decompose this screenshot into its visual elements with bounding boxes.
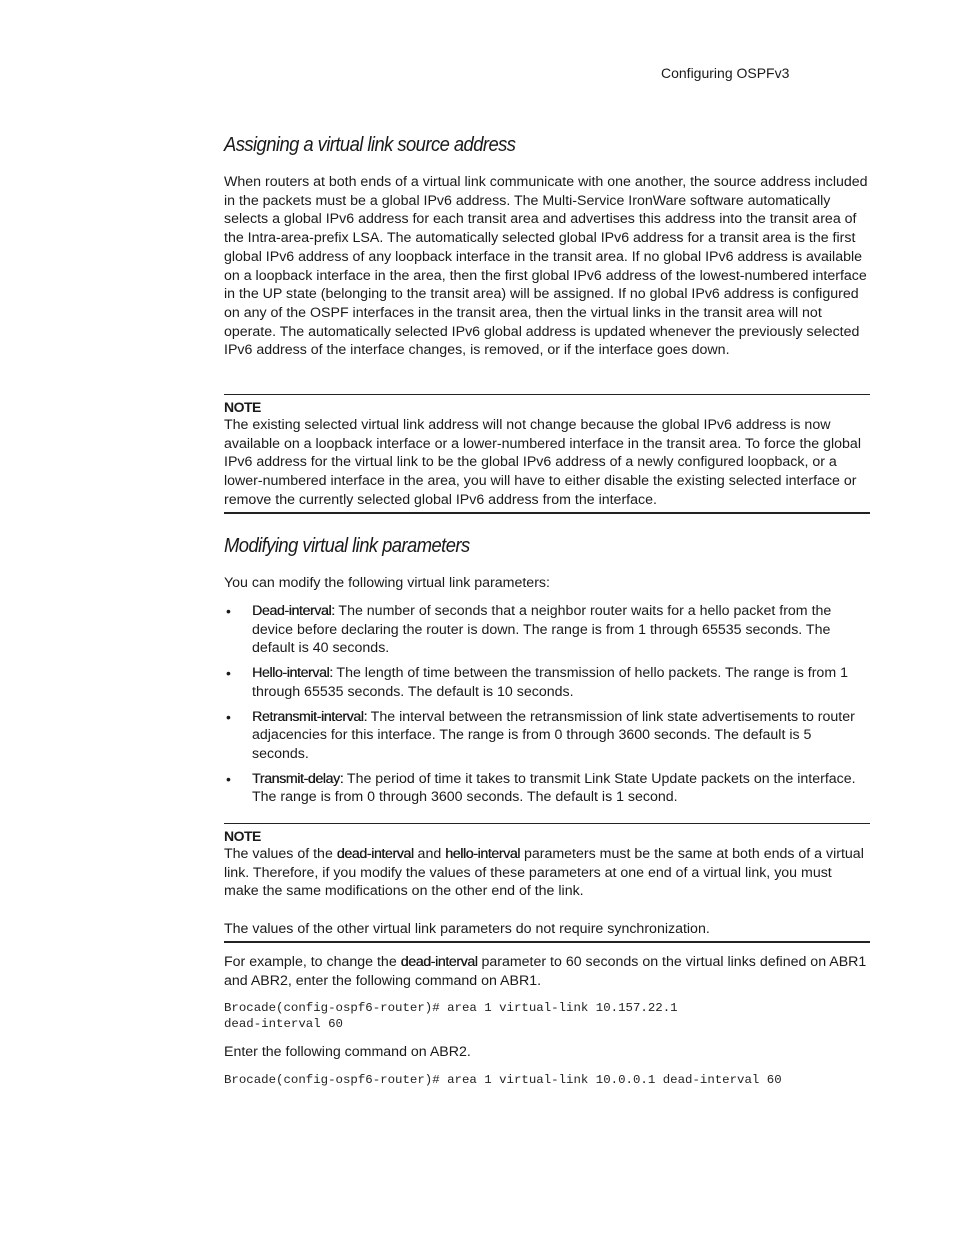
section-intro: You can modify the following virtual link parameters: xyxy=(224,575,550,591)
code-line: Brocade(config-ospf6-router)# area 1 virtual-link 10.157.22.1 xyxy=(224,1001,678,1015)
note-label: NOTE xyxy=(224,399,261,415)
list-item xyxy=(224,664,870,701)
note-box xyxy=(224,394,870,514)
section-heading-virtual-link-source: Assigning a virtual link source address xyxy=(224,134,516,156)
note-text: parameters must be the same at both ends of a virtual link. Therefore, if you modify the values of these parameters at one end of a virtual link, you must make the same modifications on the other end of the link. xyxy=(224,846,864,900)
list-item-text: The interval between the retransmission of link state advertisements to router adjacencies for this interface. The range is from 0 through 3600 seconds. The default is 5 seconds. xyxy=(252,708,855,762)
list-item xyxy=(224,770,870,807)
note-body-secondary: The values of the other virtual link parameters do not require synchronization. xyxy=(224,921,710,938)
bullet-icon: • xyxy=(226,665,231,682)
list-item-text: The number of seconds that a neighbor router waits for a hello packet from the device before declaring the router is down. The range is from 1 through 65535 seconds. The default is 40 seconds. xyxy=(252,603,832,657)
parameter-list xyxy=(224,602,870,813)
list-item-text: The length of time between the transmission of hello packets. The range is from 1 through 65535 seconds. The default is 10 seconds. xyxy=(252,665,848,700)
list-item xyxy=(224,708,870,764)
running-header: Configuring OSPFv3 xyxy=(661,65,790,81)
bullet-icon: • xyxy=(226,708,231,725)
list-item-term: Transmit-delay: xyxy=(252,770,344,787)
example-paragraph xyxy=(224,953,870,990)
code-line: Brocade(config-ospf6-router)# area 1 virtual-link 10.0.0.1 dead-interval 60 xyxy=(224,1073,782,1087)
list-item xyxy=(224,602,870,658)
list-item-term: Hello-interval: xyxy=(252,665,333,682)
code-block xyxy=(224,1000,678,1032)
keyword-dead-interval: dead-interval xyxy=(400,954,478,970)
note-text: The values of the xyxy=(224,846,337,862)
bullet-icon: • xyxy=(226,770,231,787)
note-body xyxy=(224,845,870,901)
section-heading-modify-parameters: Modifying virtual link parameters xyxy=(224,535,470,557)
code-block xyxy=(224,1072,782,1088)
note-body: The existing selected virtual link address will not change because the global IPv6 address is now available on a loopback interface or a lower-numbered interface in the transit area. To force the global IPv6 address for the virtual link to be the global IPv6 address of a newly configured loopback, or a lower-numbered interface in the area, you will have to either disable the existing selected interface or remove the currently selected global IPv6 address from the interface. xyxy=(224,417,861,508)
list-item-text: The period of time it takes to transmit Link State Update packets on the interface. The range is from 0 through 3600 seconds. The default is 1 second. xyxy=(252,770,856,806)
list-item-term: Dead-interval: xyxy=(252,603,335,619)
example-text: For example, to change the xyxy=(224,954,401,970)
note-text: and xyxy=(413,846,446,862)
keyword-dead-interval: dead-interval xyxy=(336,846,414,862)
keyword-hello-interval: hello-interval xyxy=(445,846,521,862)
example-paragraph-abr2: Enter the following command on ABR2. xyxy=(224,1044,471,1060)
note-label: NOTE xyxy=(224,828,261,844)
list-item-term: Retransmit-interval: xyxy=(252,708,367,725)
section-body-paragraph: When routers at both ends of a virtual link communicate with one another, the source address included in the packets must be a global IPv6 address. The Multi-Service IronWare software automatically selects a global IPv6 address for each transit area and advertises this address into the transit area of the Intra-area-prefix LSA. The automatically selected global IPv6 address for a transit area is the first global IPv6 address of any loopback interface in the transit area. If no global IPv6 address is available on a loopback interface in the area, then the first global IPv6 address of the lowest-numbered interface in the UP state (belonging to the transit area) will be assigned. If no global IPv6 address is configured on any of the OSPF interfaces in the transit area, then the virtual links in the transit area will not operate. The automatically selected IPv6 global address is updated whenever the previously selected IPv6 address of the interface changes, is removed, or if the interface goes down. xyxy=(224,174,868,359)
code-line: dead-interval 60 xyxy=(224,1017,343,1031)
example-text: parameter to 60 seconds on the virtual links defined on ABR1 and ABR2, enter the following command on ABR1. xyxy=(224,954,867,989)
bullet-icon: • xyxy=(226,603,231,619)
note-box xyxy=(224,823,870,943)
